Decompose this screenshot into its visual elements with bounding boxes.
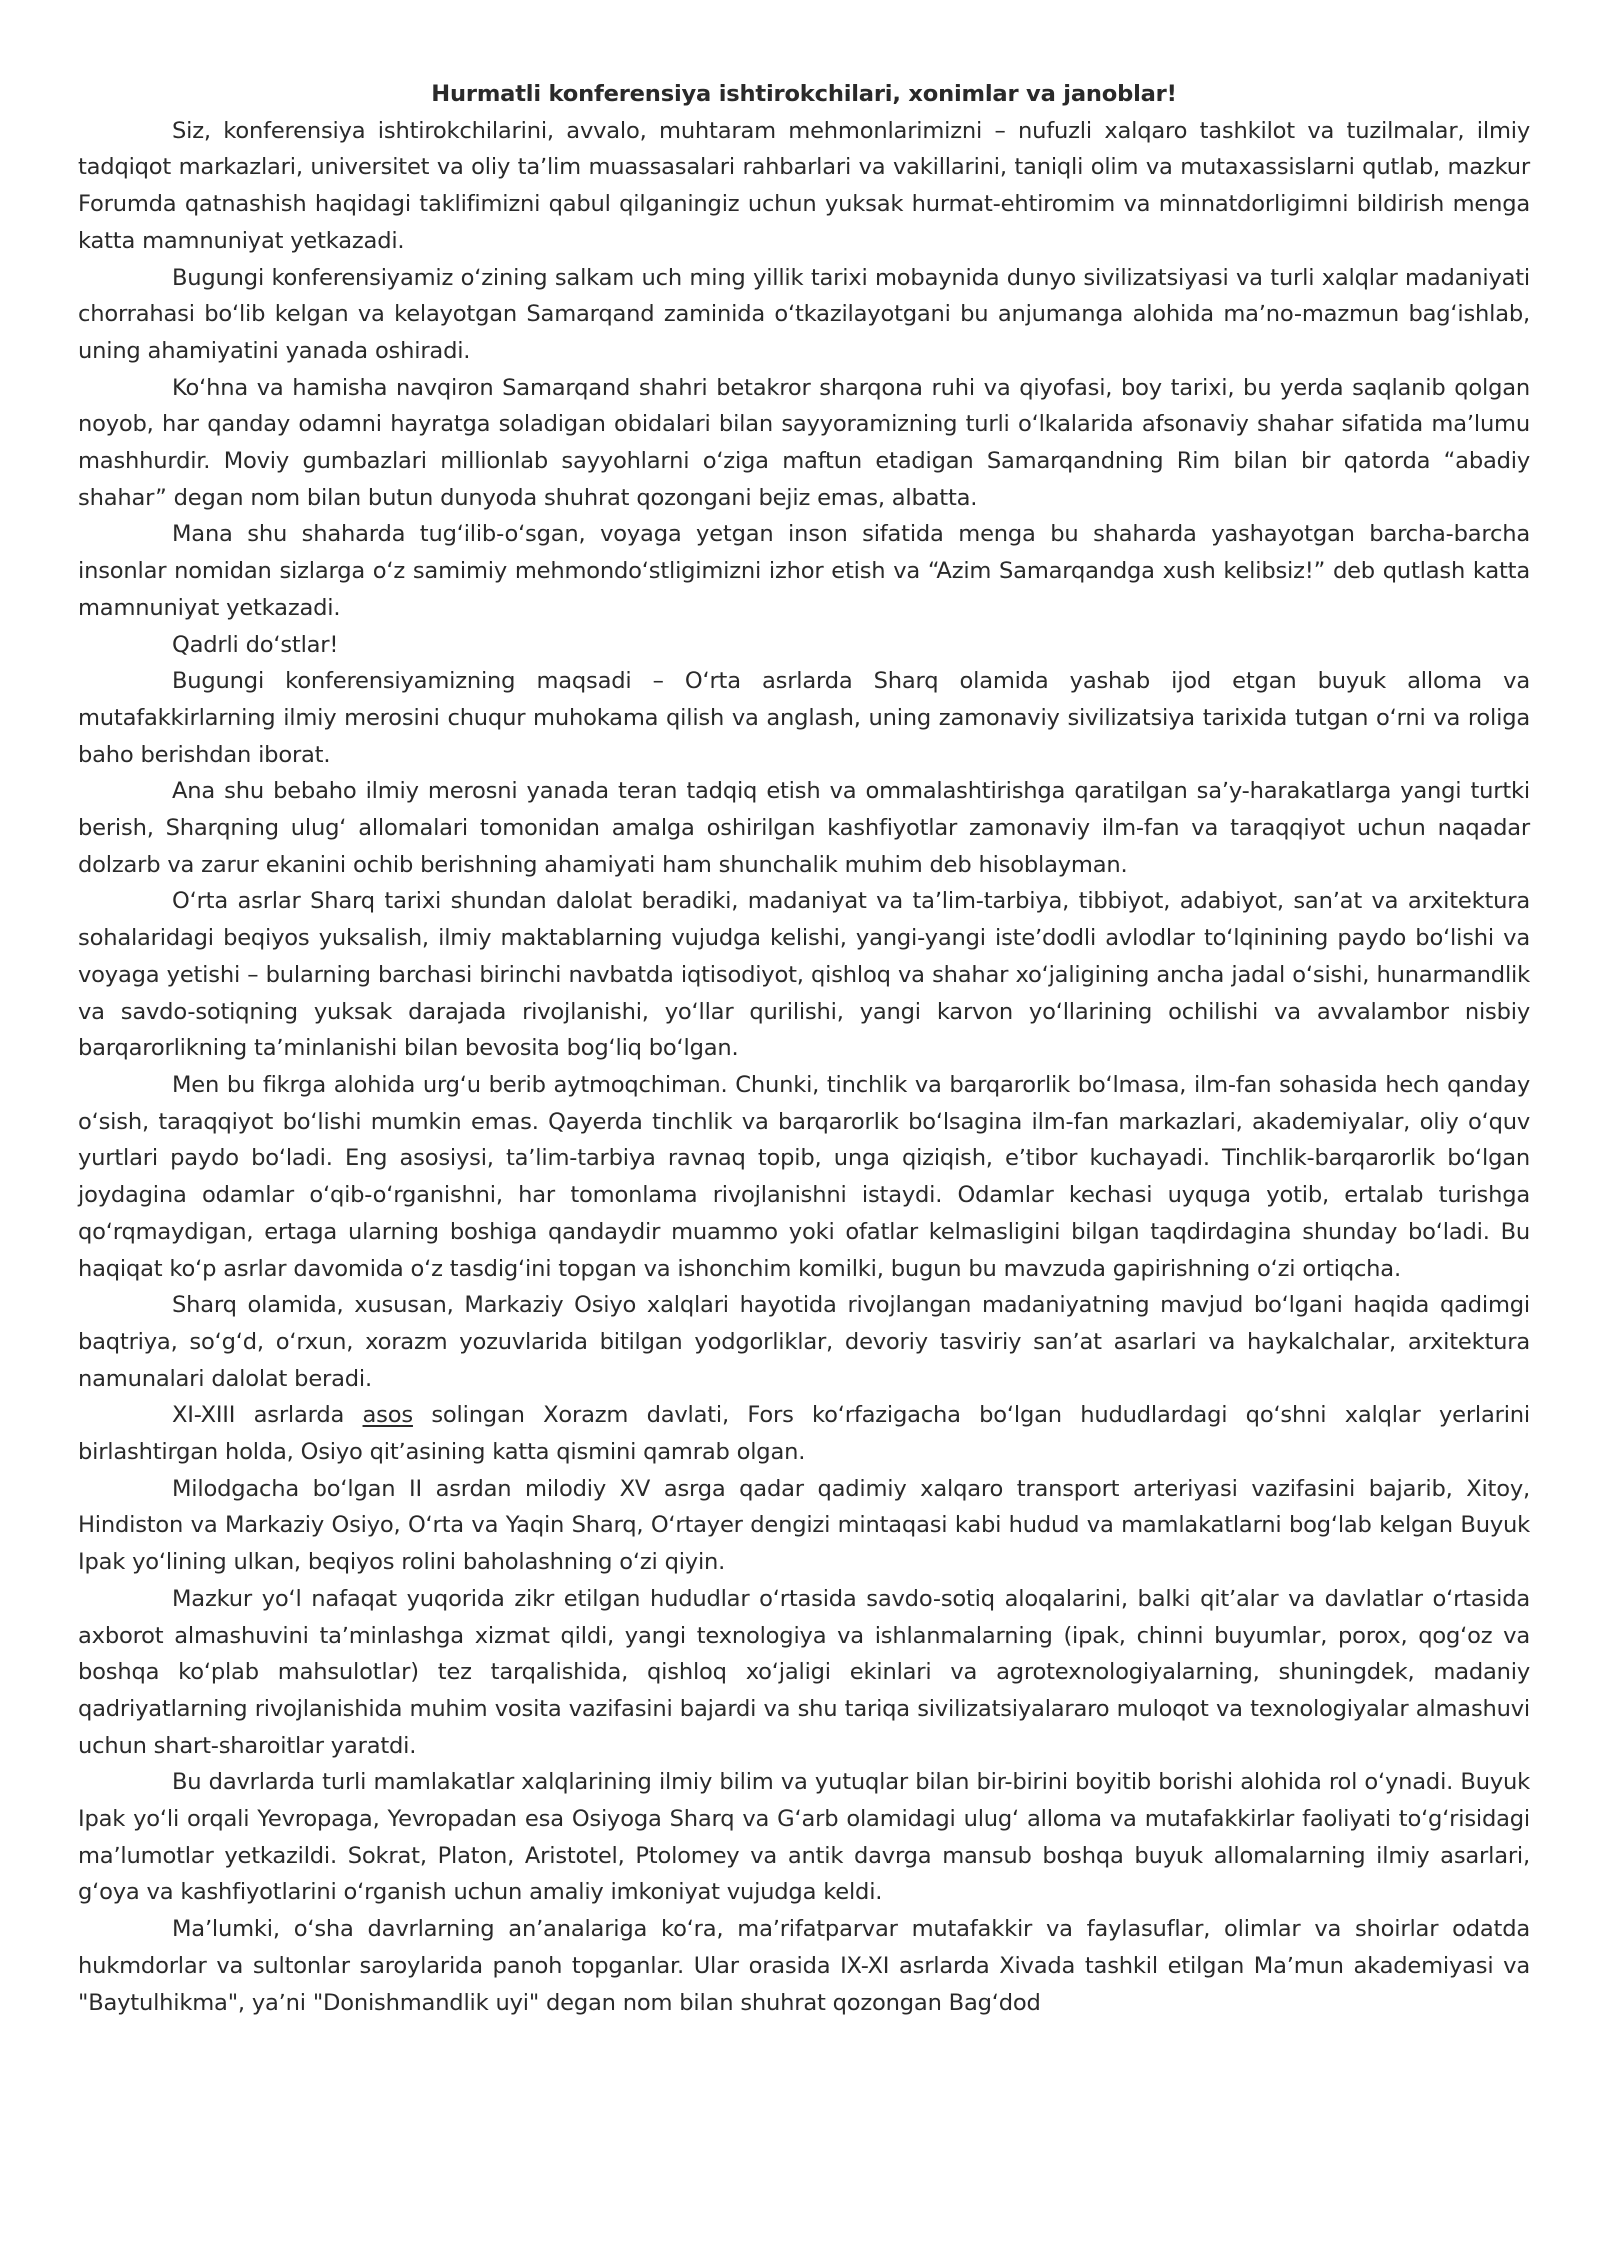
paragraph: Bugungi konferensiyamiz oʻzining salkam uch ming yillik tarixi mobaynida dunyo sivilizatsiyasi va turli xalqlar madaniyati chorrahasi boʻlib kelgan va kelayotgan Samarqand zaminida oʻtkazilayotgani bu anjumanga alohida maʼno-mazmun bagʻishlab, uning ahamiyatini yanada oshiradi.	[78, 264, 1530, 364]
paragraph: Bugungi konferensiyamizning maqsadi – Oʻrta asrlarda Sharq olamida yashab ijod etgan buyuk alloma va mutafakkirlarning ilmiy merosini chuqur muhokama qilish va anglash, uning zamonaviy sivilizatsiya tarixida tutgan oʻrni va roliga baho berishdan iborat.	[78, 668, 1530, 768]
document-page	[78, 76, 1530, 2021]
paragraph-with-underline	[78, 1397, 1530, 1470]
paragraph: Siz, konferensiya ishtirokchilarini, avvalo, muhtaram mehmonlarimizni – nufuzli xalqaro tashkilot va tuzilmalar, ilmiy tadqiqot markazlari, universitet va oliy taʼlim muassasalari rahbarlari va vakillarini, taniqli olim va mutaxassislarni qutlab, mazkur Forumda qatnashish haqidagi taklifimizni qabul qilganingiz uchun yuksak hurmat-ehtiromim va minnatdorligimni bildirish menga katta mamnuniyat yetkazadi.	[78, 117, 1530, 254]
paragraph: Maʼlumki, oʻsha davrlarning anʼanalariga koʻra, maʼrifatparvar mutafakkir va faylasuflar, olimlar va shoirlar odatda hukmdorlar va sultonlar saroylarida panoh topganlar. Ular orasida IX-XI asrlarda Xivada tashkil etilgan Maʼmun akademiyasi va "Baytulhikma", yaʼni "Donishmandlik uyi" degan nom bilan shuhrat qozongan Bagʻdod	[78, 1916, 1530, 2016]
paragraph: Oʻrta asrlar Sharq tarixi shundan dalolat beradiki, madaniyat va taʼlim-tarbiya, tibbiyot, adabiyot, sanʼat va arxitektura sohalaridagi beqiyos yuksalish, ilmiy maktablarning vujudga kelishi, yangi-yangi isteʼdodli avlodlar toʻlqinining paydo boʻlishi va voyaga yetishi – bularning barchasi birinchi navbatda iqtisodiyot, qishloq va shahar xoʻjaligining ancha jadal oʻsishi, hunarmandlik va savdo-sotiqning yuksak darajada rivojlanishi, yoʻllar qurilishi, yangi karvon yoʻllarining ochilishi va avvalambor nisbiy barqarorlikning taʼminlanishi bilan bevosita bogʻliq boʻlgan.	[78, 888, 1530, 1062]
paragraph: Koʻhna va hamisha navqiron Samarqand shahri betakror sharqona ruhi va qiyofasi, boy tarixi, bu yerda saqlanib qolgan noyob, har qanday odamni hayratga soladigan obidalari bilan sayyoramizning turli oʻlkalarida afsonaviy shahar sifatida maʼlumu mashhurdir. Moviy gumbazlari millionlab sayyohlarni oʻziga maftun etadigan Samarqandning Rim bilan bir qatorda “abadiy shahar” degan nom bilan butun dunyoda shuhrat qozongani bejiz emas, albatta.	[78, 374, 1530, 511]
paragraph: Ana shu bebaho ilmiy merosni yanada teran tadqiq etish va ommalashtirishga qaratilgan saʼy-harakatlarga yangi turtki berish, Sharqning ulugʻ allomalari tomonidan amalga oshirilgan kashfiyotlar zamonaviy ilm-fan va taraqqiyot uchun naqadar dolzarb va zarur ekanini ochib berishning ahamiyati ham shunchalik muhim deb hisoblayman.	[78, 778, 1530, 878]
paragraph: Men bu fikrga alohida urgʻu berib aytmoqchiman. Chunki, tinchlik va barqarorlik boʻlmasa, ilm-fan sohasida hech qanday oʻsish, taraqqiyot boʻlishi mumkin emas. Qayerda tinchlik va barqarorlik boʻlsagina ilm-fan markazlari, akademiyalar, oliy oʻquv yurtlari paydo boʻladi. Eng asosiysi, taʼlim-tarbiya ravnaq topib, unga qiziqish, eʼtibor kuchayadi. Tinchlik-barqarorlik boʻlgan joydagina odamlar oʻqib-oʻrganishni, har tomonlama rivojlanishni istaydi. Odamlar kechasi uyquga yotib, ertalab turishga qoʻrqmaydigan, ertaga ularning boshiga qandaydir muammo yoki ofatlar kelmasligini bilgan taqdirdagina shunday boʻladi. Bu haqiqat koʻp asrlar davomida oʻz tasdigʻini topgan va ishonchim komilki, bugun bu mavzuda gapirishning oʻzi ortiqcha.	[78, 1071, 1530, 1282]
paragraph: Bu davrlarda turli mamlakatlar xalqlarining ilmiy bilim va yutuqlar bilan bir-birini boyitib borishi alohida rol oʻynadi. Buyuk Ipak yoʻli orqali Yevropaga, Yevropadan esa Osiyoga Sharq va Gʻarb olamidagi ulugʻ alloma va mutafakkirlar faoliyati toʻgʻrisidagi maʼlumotlar yetkazildi. Sokrat, Platon, Aristotel, Ptolomey va antik davrga mansub boshqa buyuk allomalarning ilmiy asarlari, gʻoya va kashfiyotlarini oʻrganish uchun amaliy imkoniyat vujudga keldi.	[78, 1769, 1530, 1906]
paragraph: Milodgacha boʻlgan II asrdan milodiy XV asrga qadar qadimiy xalqaro transport arteriyasi vazifasini bajarib, Xitoy, Hindiston va Markaziy Osiyo, Oʻrta va Yaqin Sharq, Oʻrtayer dengizi mintaqasi kabi hudud va mamlakatlarni bogʻlab kelgan Buyuk Ipak yoʻlining ulkan, beqiyos rolini baholashning oʻzi qiyin.	[78, 1475, 1530, 1576]
paragraph: Qadrli doʻstlar!	[172, 631, 339, 658]
paragraph: Mazkur yoʻl nafaqat yuqorida zikr etilgan hududlar oʻrtasida savdo-sotiq aloqalarini, balki qitʼalar va davlatlar oʻrtasida axborot almashuvini taʼminlashga xizmat qildi, yangi texnologiya va ishlanmalarning (ipak, chinni buyumlar, porox, qogʻoz va boshqa koʻplab mahsulotlar) tez tarqalishida, qishloq xoʻjaligi ekinlari va agrotexnologiyalarning, shuningdek, madaniy qadriyatlarning rivojlanishida muhim vosita vazifasini bajardi va shu tariqa sivilizatsiyalararo muloqot va texnologiyalar almashuvi uchun shart-sharoitlar yaratdi.	[78, 1585, 1530, 1759]
document-title: Hurmatli konferensiya ishtirokchilari, xonimlar va janoblar!	[431, 81, 1177, 107]
paragraph-text-before: XI-XIII asrlarda	[172, 1402, 363, 1429]
underlined-word: asos	[362, 1402, 413, 1429]
paragraph: Mana shu shaharda tugʻilib-oʻsgan, voyaga yetgan inson sifatida menga bu shaharda yashayotgan barcha-barcha insonlar nomidan sizlarga oʻz samimiy mehmondoʻstligimizni izhor etish va “Azim Samarqandga xush kelibsiz!” deb qutlash katta mamnuniyat yetkazadi.	[78, 521, 1530, 621]
paragraph: Sharq olamida, xususan, Markaziy Osiyo xalqlari hayotida rivojlangan madaniyatning mavjud boʻlgani haqida qadimgi baqtriya, soʻgʻd, oʻrxun, xorazm yozuvlarida bitilgan yodgorliklar, devoriy tasviriy sanʼat asarlari va haykalchalar, arxitektura namunalari dalolat beradi.	[78, 1292, 1530, 1392]
paragraph-text-after: solingan Xorazm davlati, Fors koʻrfazigacha boʻlgan hududlardagi qoʻshni xalqlar yerlarini birlashtirgan holda, Osiyo qitʼasining katta qismini qamrab olgan.	[78, 1402, 1530, 1466]
